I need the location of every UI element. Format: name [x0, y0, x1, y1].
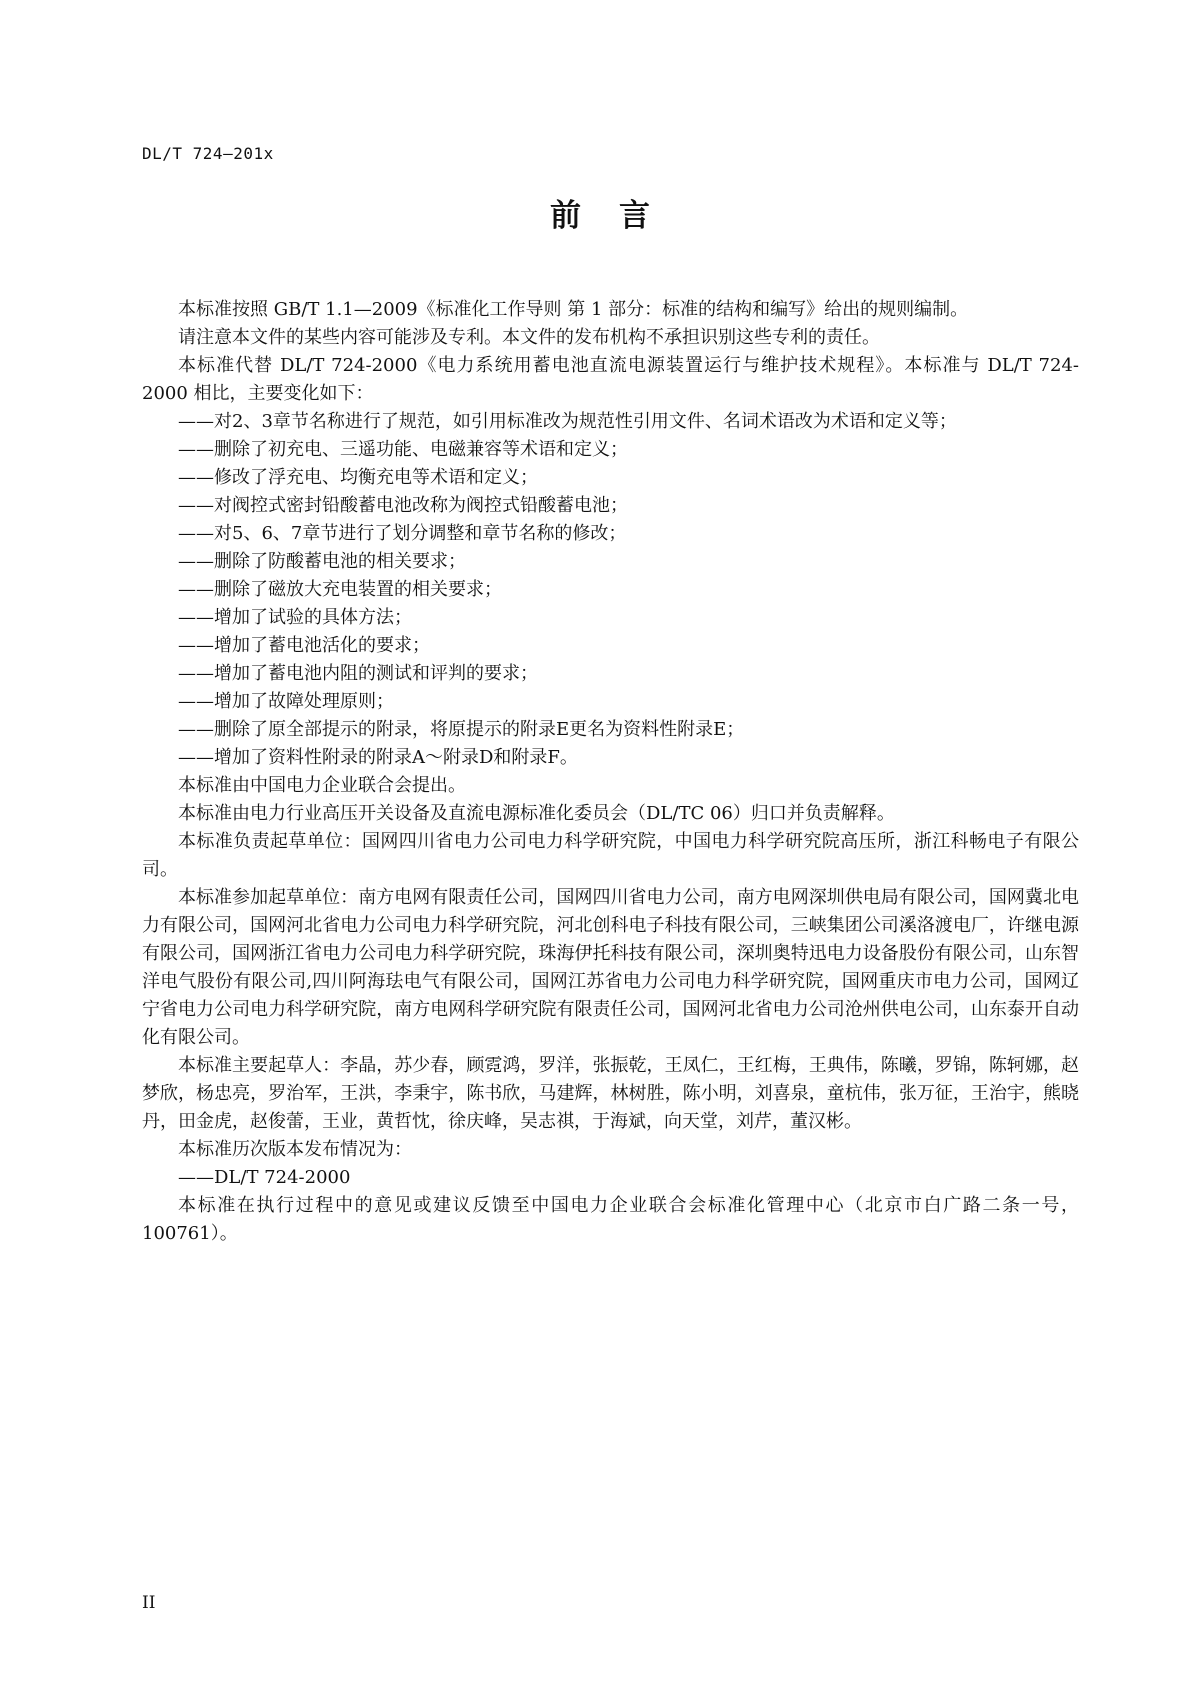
change-item: ——对2、3章节名称进行了规范，如引用标准改为规范性引用文件、名词术语改为术语和定义等；: [178, 411, 957, 432]
page-number: II: [142, 1593, 156, 1613]
foreword-body: [142, 296, 1079, 1248]
change-item: ——对阀控式密封铅酸蓄电池改称为阀控式铅酸蓄电池；: [178, 495, 628, 516]
paragraph: 本标准由中国电力企业联合会提出。: [178, 775, 466, 796]
change-item: ——对5、6、7章节进行了划分调整和章节名称的修改；: [178, 523, 627, 544]
change-item: ——删除了初充电、三遥功能、电磁兼容等术语和定义；: [178, 439, 628, 460]
paragraph: 本标准按照 GB/T 1.1—2009《标准化工作导则 第 1 部分：标准的结构和编写》给出的规则编制。: [178, 299, 969, 320]
paragraph: 本标准参加起草单位：南方电网有限责任公司，国网四川省电力公司，南方电网深圳供电局有限公司，国网冀北电力有限公司，国网河北省电力公司电力科学研究院，河北创科电子科技有限公司，三峡集团公司溪洛渡电厂，许继电源有限公司，国网浙江省电力公司电力科学研究院，珠海伊托科技有限公司，深圳奥特迅电力设备股份有限公司，山东智洋电气股份有限公司,四川阿海珐电气有限公司，国网江苏省电力公司电力科学研究院，国网重庆市电力公司，国网辽宁省电力公司电力科学研究院，南方电网科学研究院有限责任公司，国网河北省电力公司沧州供电公司，山东泰开自动化有限公司。: [142, 887, 1079, 1048]
standard-code: DL/T 724—201x: [142, 144, 274, 163]
change-item: ——增加了资料性附录的附录A～附录D和附录F。: [178, 747, 578, 768]
version-item: ——DL/T 724-2000: [178, 1167, 351, 1188]
paragraph: 本标准负责起草单位：国网四川省电力公司电力科学研究院，中国电力科学研究院高压所，浙江科畅电子有限公司。: [142, 831, 1079, 880]
change-item: ——删除了防酸蓄电池的相关要求；: [178, 551, 466, 572]
change-item: ——增加了试验的具体方法；: [178, 607, 412, 628]
page-title: 前言: [550, 198, 688, 234]
paragraph: 本标准主要起草人：李晶，苏少春，顾霓鸿，罗洋，张振乾，王凤仁，王红梅，王典伟，陈曦，罗锦，陈轲娜，赵梦欣，杨忠亮，罗治军，王洪，李秉宇，陈书欣，马建辉，林树胜，陈小明，刘喜泉，童杭伟，张万征，王治宇，熊晓丹，田金虎，赵俊蕾，王业，黄哲忱，徐庆峰，吴志祺，于海斌，向天堂，刘芹，董汉彬。: [142, 1055, 1079, 1132]
change-item: ——删除了磁放大充电装置的相关要求；: [178, 579, 502, 600]
paragraph: 本标准由电力行业高压开关设备及直流电源标准化委员会（DL/TC 06）归口并负责解释。: [178, 803, 895, 824]
change-item: ——增加了故障处理原则；: [178, 691, 394, 712]
change-item: ——增加了蓄电池活化的要求；: [178, 635, 430, 656]
paragraph: 请注意本文件的某些内容可能涉及专利。本文件的发布机构不承担识别这些专利的责任。: [178, 327, 880, 348]
paragraph: 本标准在执行过程中的意见或建议反馈至中国电力企业联合会标准化管理中心（北京市白广路二条一号，100761）。: [142, 1195, 1079, 1244]
change-item: ——删除了原全部提示的附录，将原提示的附录E更名为资料性附录E；: [178, 719, 745, 740]
change-item: ——增加了蓄电池内阻的测试和评判的要求；: [178, 663, 538, 684]
paragraph: 本标准历次版本发布情况为：: [178, 1139, 412, 1160]
change-item: ——修改了浮充电、均衡充电等术语和定义；: [178, 467, 538, 488]
paragraph: 本标准代替 DL/T 724-2000《电力系统用蓄电池直流电源装置运行与维护技术规程》。本标准与 DL/T 724-2000 相比，主要变化如下：: [142, 355, 1079, 404]
